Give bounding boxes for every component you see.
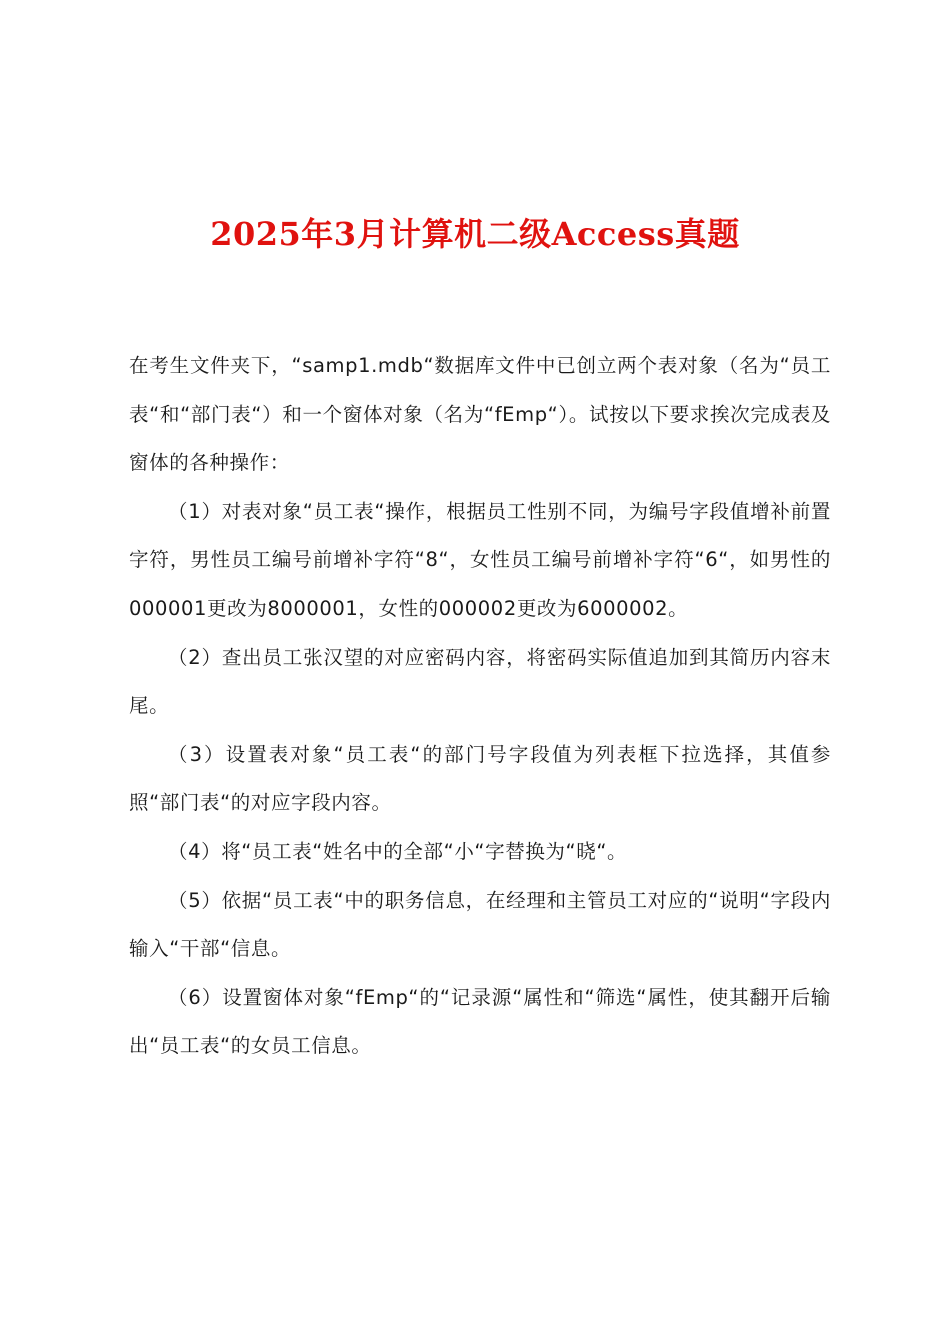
intro-paragraph: 在考生文件夹下，“samp1.mdb“数据库文件中已创立两个表对象（名为“员工表“和“部门表“）和一个窗体对象（名为“fEmp“）。试按以下要求挨次完成表及窗体的各种操作： [129,354,831,475]
task-item-2: （2）查出员工张汉望的对应密码内容，将密码实际值追加到其简历内容末尾。 [129,645,831,718]
task-item-3: （3）设置表对象“员工表“的部门号字段值为列表框下拉选择，其值参照“部门表“的对应字段内容。 [129,742,831,815]
task-item-6: （6）设置窗体对象“fEmp“的“记录源“属性和“筛选“属性，使其翻开后输出“员工表“的女员工信息。 [129,985,831,1058]
document-title: 2025年3月计算机二级Access真题 [210,215,740,253]
task-item-1: （1）对表对象“员工表“操作，根据员工性别不同，为编号字段值增补前置字符，男性员工编号前增补字符“8“，女性员工编号前增补字符“6“，如男性的000001更改为8000001，女性的000002更改为6000002。 [129,499,831,620]
document-body [129,342,831,1071]
task-item-5: （5）依据“员工表“中的职务信息，在经理和主管员工对应的“说明“字段内输入“干部“信息。 [129,888,831,961]
task-item-4: （4）将“员工表“姓名中的全部“小“字替换为“晓“。 [168,839,628,863]
